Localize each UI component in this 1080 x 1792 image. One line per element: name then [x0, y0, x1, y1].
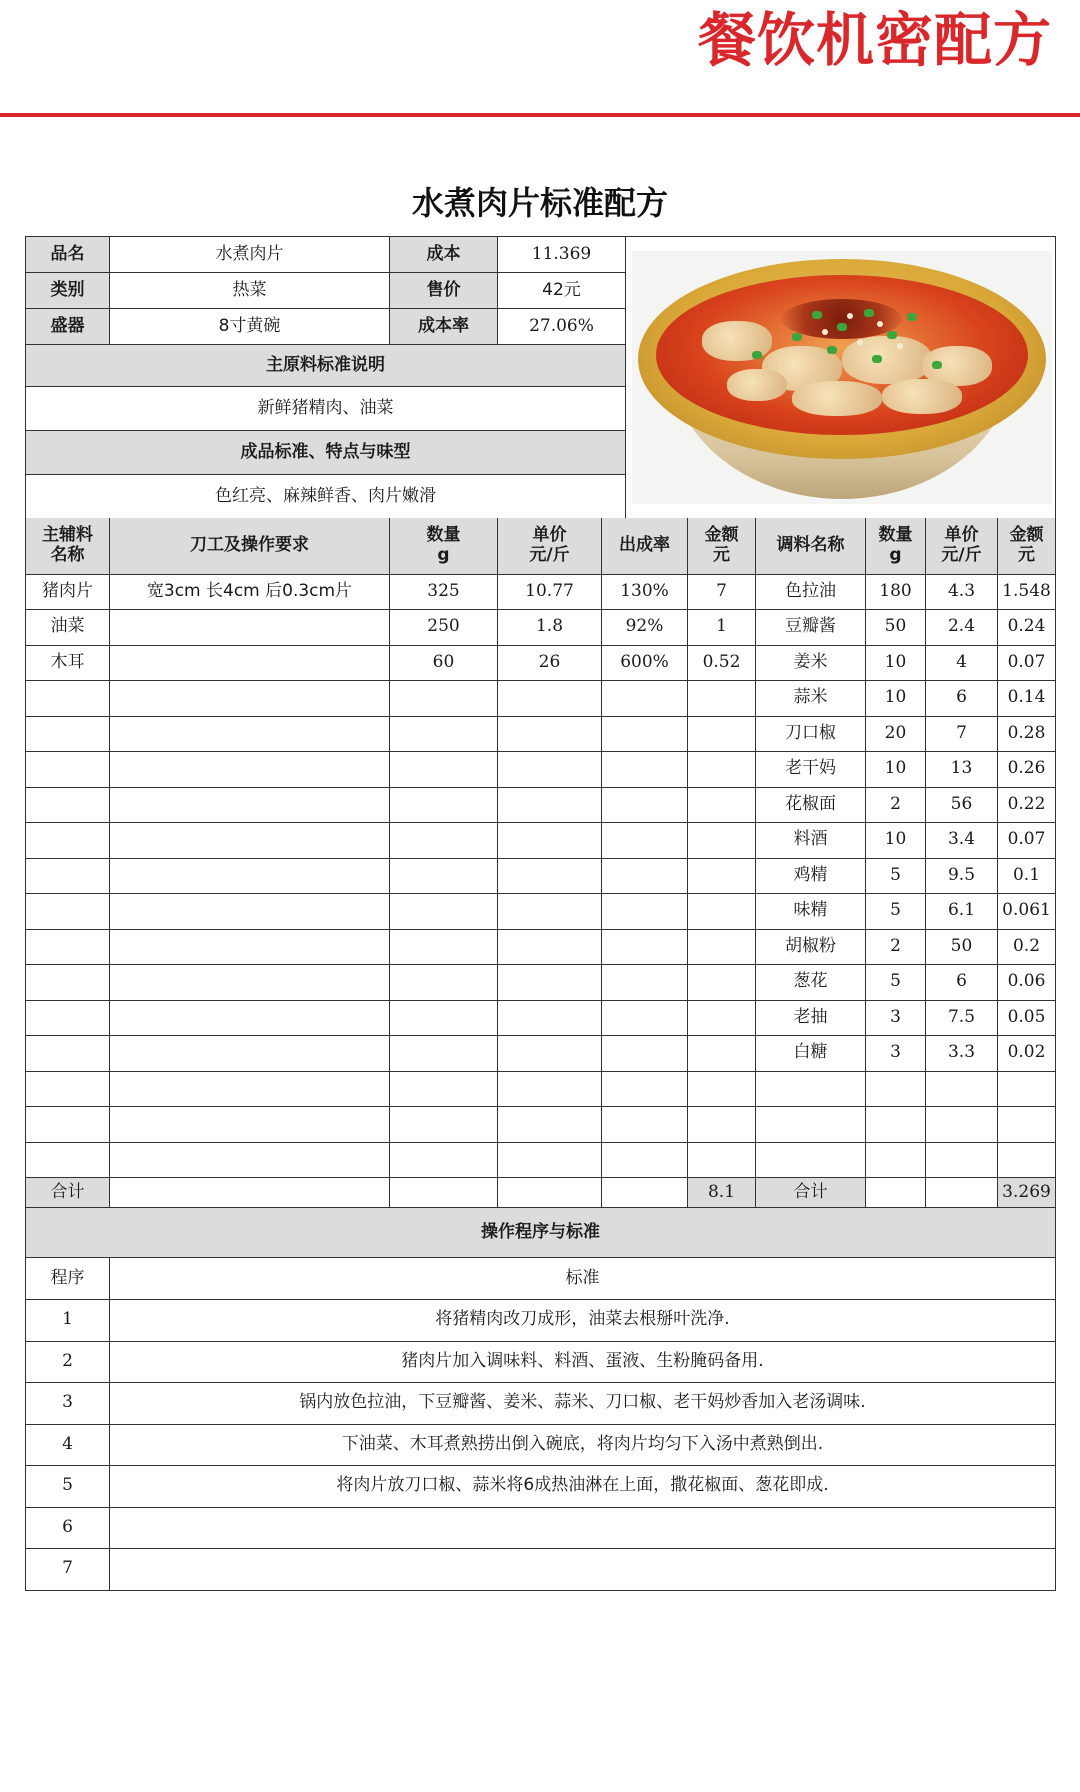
cell-quantity [390, 681, 498, 717]
col-seasoning-unit-price: 单价 元/斤 [926, 518, 998, 574]
cell-yield: 130% [602, 574, 688, 610]
dish-photo-cell [626, 237, 1056, 519]
cell-seasoning-unit-price: 4.3 [926, 574, 998, 610]
total-empty-1 [110, 1178, 390, 1208]
cell-seasoning-quantity: 10 [866, 681, 926, 717]
procedure-row [26, 1424, 1056, 1466]
main-material-header: 主原料标准说明 [26, 345, 626, 387]
cell-amount [688, 716, 756, 752]
cell-ingredient-name [26, 716, 110, 752]
step-text [110, 1507, 1056, 1549]
cell-yield [602, 929, 688, 965]
cell-amount [688, 681, 756, 717]
cell-unit-price [498, 894, 602, 930]
table-row [26, 645, 1056, 681]
procedure-row [26, 1507, 1056, 1549]
table-row [26, 787, 1056, 823]
cell-quantity: 250 [390, 610, 498, 646]
dish-photo [632, 251, 1052, 504]
table-row [26, 823, 1056, 859]
cell-knife-work [110, 823, 390, 859]
cell-seasoning-amount: 0.2 [998, 929, 1056, 965]
cell-unit-price: 1.8 [498, 610, 602, 646]
cell-seasoning-amount: 0.1 [998, 858, 1056, 894]
cell-seasoning-quantity: 3 [866, 1000, 926, 1036]
cell-seasoning-amount: 0.24 [998, 610, 1056, 646]
table-row [26, 965, 1056, 1001]
cell-quantity: 60 [390, 645, 498, 681]
cell-quantity [390, 1071, 498, 1107]
cell-amount: 0.52 [688, 645, 756, 681]
price-label: 售价 [390, 273, 498, 309]
step-text: 将肉片放刀口椒、蒜米将6成热油淋在上面，撒花椒面、葱花即成. [110, 1466, 1056, 1508]
cell-seasoning-amount: 0.061 [998, 894, 1056, 930]
name-value: 水煮肉片 [110, 237, 390, 273]
cell-knife-work: 宽3cm 长4cm 后0.3cm片 [110, 574, 390, 610]
seasoning-total: 3.269 [998, 1178, 1056, 1208]
cell-seasoning-name: 蒜米 [756, 681, 866, 717]
cell-seasoning-quantity: 10 [866, 752, 926, 788]
cell-seasoning-name: 刀口椒 [756, 716, 866, 752]
cell-seasoning-amount: 0.28 [998, 716, 1056, 752]
cell-seasoning-unit-price [926, 1071, 998, 1107]
cell-seasoning-name [756, 1107, 866, 1143]
cell-knife-work [110, 610, 390, 646]
cell-knife-work [110, 1000, 390, 1036]
cell-seasoning-name: 色拉油 [756, 574, 866, 610]
cell-seasoning-unit-price: 7 [926, 716, 998, 752]
cell-seasoning-unit-price: 4 [926, 645, 998, 681]
cell-quantity [390, 1107, 498, 1143]
cell-ingredient-name [26, 823, 110, 859]
cell-yield [602, 1071, 688, 1107]
step-number: 3 [26, 1383, 110, 1425]
col-seasoning-quantity: 数量 g [866, 518, 926, 574]
cell-knife-work [110, 716, 390, 752]
main-material-text: 新鲜猪精肉、油菜 [26, 387, 626, 431]
cell-knife-work [110, 752, 390, 788]
cell-seasoning-quantity [866, 1107, 926, 1143]
step-number: 1 [26, 1300, 110, 1342]
table-row [26, 1000, 1056, 1036]
cell-knife-work [110, 1107, 390, 1143]
cell-seasoning-unit-price: 56 [926, 787, 998, 823]
col-amount: 金额 元 [688, 518, 756, 574]
cell-quantity [390, 787, 498, 823]
brand-logo: 餐饮机密配方 [697, 6, 1052, 74]
col-unit-price: 单价 元/斤 [498, 518, 602, 574]
table-row [26, 610, 1056, 646]
cell-quantity [390, 929, 498, 965]
total-empty-3 [498, 1178, 602, 1208]
header-divider [0, 113, 1080, 117]
cell-amount [688, 1071, 756, 1107]
step-number: 2 [26, 1341, 110, 1383]
cell-amount [688, 787, 756, 823]
total-empty-6 [926, 1178, 998, 1208]
cell-seasoning-amount: 0.22 [998, 787, 1056, 823]
cell-seasoning-name [756, 1142, 866, 1178]
table-row [26, 681, 1056, 717]
cell-seasoning-quantity [866, 1071, 926, 1107]
cell-amount [688, 1107, 756, 1143]
col-seasoning-amount: 金额 元 [998, 518, 1056, 574]
cell-seasoning-unit-price: 3.3 [926, 1036, 998, 1072]
procedure-table [25, 1207, 1056, 1591]
cell-quantity [390, 752, 498, 788]
cell-ingredient-name [26, 752, 110, 788]
step-text: 锅内放色拉油，下豆瓣酱、姜米、蒜米、刀口椒、老干妈炒香加入老汤调味. [110, 1383, 1056, 1425]
cell-seasoning-quantity: 2 [866, 787, 926, 823]
cell-seasoning-amount: 0.02 [998, 1036, 1056, 1072]
procedure-row [26, 1300, 1056, 1342]
cell-amount [688, 858, 756, 894]
table-row [26, 1071, 1056, 1107]
category-label: 类别 [26, 273, 110, 309]
cost-label: 成本 [390, 237, 498, 273]
cell-seasoning-unit-price: 7.5 [926, 1000, 998, 1036]
cell-knife-work [110, 681, 390, 717]
cell-quantity [390, 1000, 498, 1036]
cell-quantity [390, 1142, 498, 1178]
table-row [26, 1036, 1056, 1072]
total-label: 合计 [26, 1178, 110, 1208]
cell-seasoning-quantity: 2 [866, 929, 926, 965]
cell-knife-work [110, 858, 390, 894]
cell-knife-work [110, 1142, 390, 1178]
cell-amount [688, 1142, 756, 1178]
cell-seasoning-amount [998, 1142, 1056, 1178]
cell-knife-work [110, 894, 390, 930]
cell-knife-work [110, 1036, 390, 1072]
cell-ingredient-name [26, 1071, 110, 1107]
name-label: 品名 [26, 237, 110, 273]
cell-unit-price [498, 681, 602, 717]
cell-unit-price [498, 1071, 602, 1107]
seasoning-total-label: 合计 [756, 1178, 866, 1208]
cell-seasoning-amount: 0.14 [998, 681, 1056, 717]
cell-seasoning-amount: 0.07 [998, 645, 1056, 681]
table-row [26, 1142, 1056, 1178]
cell-amount: 1 [688, 610, 756, 646]
table-row [26, 1107, 1056, 1143]
finished-standard-header: 成品标准、特点与味型 [26, 431, 626, 475]
cell-ingredient-name [26, 681, 110, 717]
cell-quantity [390, 716, 498, 752]
procedure-row [26, 1383, 1056, 1425]
cell-ingredient-name [26, 787, 110, 823]
cost-rate-value: 27.06% [498, 309, 626, 345]
cell-seasoning-quantity: 5 [866, 965, 926, 1001]
col-knife-work: 刀工及操作要求 [110, 518, 390, 574]
cell-unit-price [498, 965, 602, 1001]
cell-knife-work [110, 1071, 390, 1107]
cell-unit-price [498, 929, 602, 965]
table-row [26, 858, 1056, 894]
cell-amount: 7 [688, 574, 756, 610]
cell-ingredient-name: 油菜 [26, 610, 110, 646]
cell-seasoning-name: 姜米 [756, 645, 866, 681]
cell-unit-price: 26 [498, 645, 602, 681]
summary-table [25, 236, 1056, 519]
cell-ingredient-name [26, 894, 110, 930]
cell-yield [602, 752, 688, 788]
table-row [26, 574, 1056, 610]
cell-seasoning-name: 花椒面 [756, 787, 866, 823]
cell-seasoning-unit-price: 9.5 [926, 858, 998, 894]
cell-knife-work [110, 645, 390, 681]
cell-yield [602, 1000, 688, 1036]
cell-seasoning-quantity: 10 [866, 823, 926, 859]
col-step: 程序 [26, 1258, 110, 1300]
cell-quantity [390, 823, 498, 859]
cell-seasoning-unit-price: 13 [926, 752, 998, 788]
cell-unit-price [498, 1036, 602, 1072]
cell-yield [602, 823, 688, 859]
total-empty-4 [602, 1178, 688, 1208]
cell-yield [602, 716, 688, 752]
step-text: 下油菜、木耳煮熟捞出倒入碗底，将肉片均匀下入汤中煮熟倒出. [110, 1424, 1056, 1466]
step-number: 5 [26, 1466, 110, 1508]
cell-ingredient-name [26, 965, 110, 1001]
cell-quantity [390, 858, 498, 894]
procedure-header: 操作程序与标准 [26, 1208, 1056, 1258]
cell-unit-price [498, 1107, 602, 1143]
cell-seasoning-amount: 0.26 [998, 752, 1056, 788]
procedure-row [26, 1549, 1056, 1591]
table-row [26, 894, 1056, 930]
col-quantity: 数量 g [390, 518, 498, 574]
cell-unit-price [498, 716, 602, 752]
cell-seasoning-amount: 1.548 [998, 574, 1056, 610]
col-ingredient-name: 主辅料 名称 [26, 518, 110, 574]
cell-amount [688, 823, 756, 859]
col-seasoning-name: 调料名称 [756, 518, 866, 574]
cell-unit-price [498, 858, 602, 894]
cell-seasoning-name: 胡椒粉 [756, 929, 866, 965]
cell-seasoning-quantity: 5 [866, 858, 926, 894]
cell-seasoning-quantity: 50 [866, 610, 926, 646]
cell-knife-work [110, 787, 390, 823]
cell-seasoning-unit-price: 2.4 [926, 610, 998, 646]
cell-unit-price [498, 752, 602, 788]
document-title: 水煮肉片标准配方 [411, 184, 668, 222]
cell-seasoning-name [756, 1071, 866, 1107]
vessel-label: 盛器 [26, 309, 110, 345]
cell-seasoning-name: 白糖 [756, 1036, 866, 1072]
step-number: 6 [26, 1507, 110, 1549]
cell-yield [602, 1142, 688, 1178]
cell-seasoning-unit-price: 3.4 [926, 823, 998, 859]
cell-quantity: 325 [390, 574, 498, 610]
step-text: 将猪精肉改刀成形，油菜去根掰叶洗净. [110, 1300, 1056, 1342]
cell-amount [688, 929, 756, 965]
cell-yield [602, 894, 688, 930]
cell-seasoning-name: 豆瓣酱 [756, 610, 866, 646]
cell-seasoning-quantity: 180 [866, 574, 926, 610]
cell-ingredient-name [26, 1036, 110, 1072]
cell-ingredient-name [26, 929, 110, 965]
cell-yield [602, 681, 688, 717]
cell-seasoning-quantity: 10 [866, 645, 926, 681]
cell-yield: 92% [602, 610, 688, 646]
cell-seasoning-amount [998, 1071, 1056, 1107]
cell-yield [602, 1036, 688, 1072]
category-value: 热菜 [110, 273, 390, 309]
main-total: 8.1 [688, 1178, 756, 1208]
cell-quantity [390, 1036, 498, 1072]
price-value: 42元 [498, 273, 626, 309]
cell-seasoning-name: 料酒 [756, 823, 866, 859]
cell-seasoning-name: 老干妈 [756, 752, 866, 788]
cell-ingredient-name [26, 1000, 110, 1036]
cell-yield [602, 965, 688, 1001]
cell-seasoning-quantity: 3 [866, 1036, 926, 1072]
total-empty-2 [390, 1178, 498, 1208]
cell-amount [688, 1000, 756, 1036]
cell-quantity [390, 965, 498, 1001]
cell-seasoning-unit-price: 6 [926, 681, 998, 717]
cell-seasoning-name: 鸡精 [756, 858, 866, 894]
cell-yield: 600% [602, 645, 688, 681]
step-text [110, 1549, 1056, 1591]
cell-unit-price [498, 823, 602, 859]
total-empty-5 [866, 1178, 926, 1208]
cell-yield [602, 858, 688, 894]
procedure-row [26, 1341, 1056, 1383]
cell-yield [602, 1107, 688, 1143]
cost-value: 11.369 [498, 237, 626, 273]
step-number: 4 [26, 1424, 110, 1466]
cell-amount [688, 1036, 756, 1072]
col-yield: 出成率 [602, 518, 688, 574]
cell-knife-work [110, 965, 390, 1001]
cell-unit-price [498, 787, 602, 823]
cell-seasoning-amount: 0.06 [998, 965, 1056, 1001]
cell-ingredient-name [26, 1142, 110, 1178]
table-row [26, 716, 1056, 752]
table-row [26, 929, 1056, 965]
cell-seasoning-unit-price [926, 1142, 998, 1178]
cell-ingredient-name [26, 1107, 110, 1143]
cell-seasoning-quantity: 20 [866, 716, 926, 752]
cell-yield [602, 787, 688, 823]
cell-ingredient-name: 木耳 [26, 645, 110, 681]
table-row [26, 752, 1056, 788]
procedure-row [26, 1466, 1056, 1508]
step-text: 猪肉片加入调味料、料酒、蛋液、生粉腌码备用. [110, 1341, 1056, 1383]
cell-amount [688, 752, 756, 788]
cell-ingredient-name: 猪肉片 [26, 574, 110, 610]
ingredients-table [25, 518, 1056, 1208]
cell-seasoning-name: 味精 [756, 894, 866, 930]
cell-seasoning-name: 葱花 [756, 965, 866, 1001]
cell-seasoning-amount: 0.05 [998, 1000, 1056, 1036]
finished-standard-text: 色红亮、麻辣鲜香、肉片嫩滑 [26, 475, 626, 519]
cell-unit-price: 10.77 [498, 574, 602, 610]
cell-amount [688, 965, 756, 1001]
col-standard: 标准 [110, 1258, 1056, 1300]
cell-seasoning-amount: 0.07 [998, 823, 1056, 859]
vessel-value: 8寸黄碗 [110, 309, 390, 345]
cell-seasoning-amount [998, 1107, 1056, 1143]
cell-amount [688, 894, 756, 930]
cost-rate-label: 成本率 [390, 309, 498, 345]
step-number: 7 [26, 1549, 110, 1591]
totals-row [26, 1178, 1056, 1208]
cell-quantity [390, 894, 498, 930]
cell-seasoning-unit-price: 6 [926, 965, 998, 1001]
cell-seasoning-name: 老抽 [756, 1000, 866, 1036]
cell-knife-work [110, 929, 390, 965]
cell-seasoning-unit-price: 50 [926, 929, 998, 965]
cell-seasoning-unit-price [926, 1107, 998, 1143]
cell-unit-price [498, 1142, 602, 1178]
cell-seasoning-quantity: 5 [866, 894, 926, 930]
cell-unit-price [498, 1000, 602, 1036]
cell-seasoning-quantity [866, 1142, 926, 1178]
cell-seasoning-unit-price: 6.1 [926, 894, 998, 930]
cell-ingredient-name [26, 858, 110, 894]
